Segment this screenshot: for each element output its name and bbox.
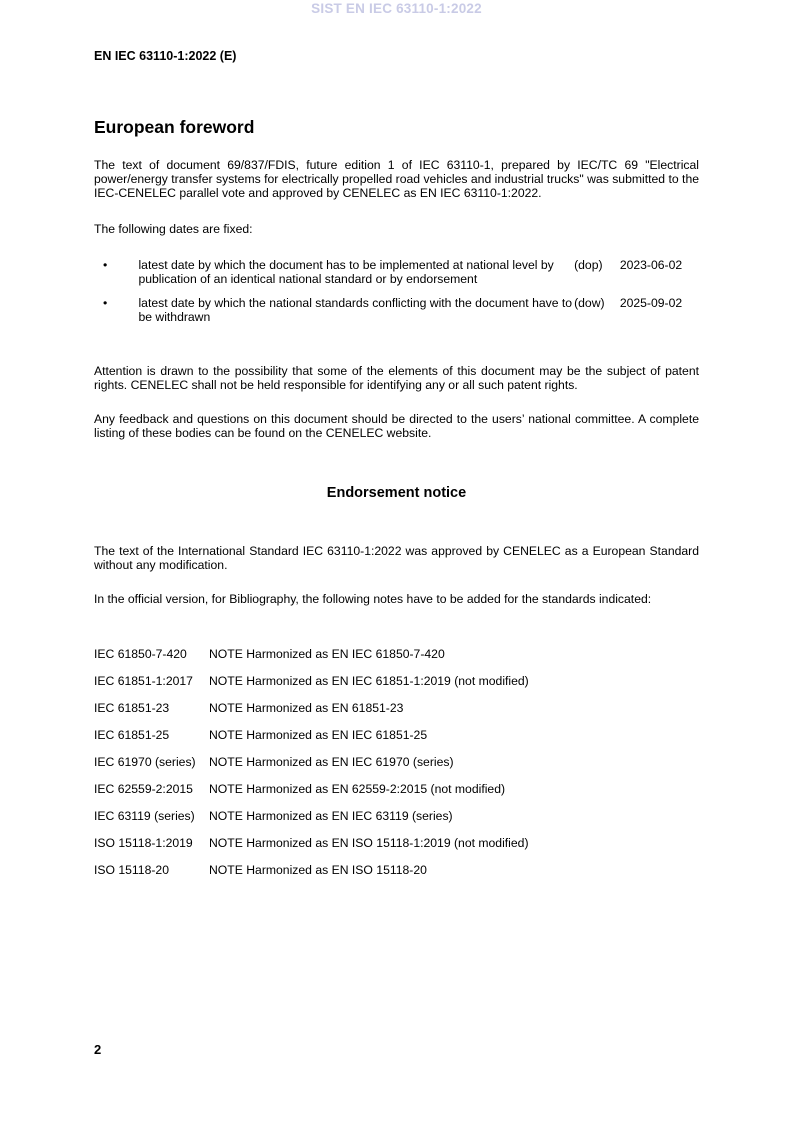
note-row: [94, 809, 699, 836]
note-row: [94, 836, 699, 863]
date-description: latest date by which the national standards conflicting with the document have to be withdrawn: [138, 296, 573, 324]
note-text: NOTE Harmonized as EN 61851-23: [209, 701, 404, 715]
date-value: 2023-06-02: [619, 258, 683, 272]
note-row: [94, 647, 699, 674]
note-standard: ISO 15118-1:2019: [94, 836, 193, 850]
note-row: [94, 755, 699, 782]
note-standard: IEC 61851-23: [94, 701, 170, 715]
note-standard: ISO 15118-20: [94, 863, 169, 877]
page-number: 2: [94, 1042, 102, 1057]
date-code: (dop): [574, 258, 603, 272]
note-text: NOTE Harmonized as EN ISO 15118-1:2019 (not modified): [209, 836, 529, 850]
note-text: NOTE Harmonized as EN IEC 63119 (series): [209, 809, 453, 823]
endorsement-heading: Endorsement notice: [326, 485, 467, 501]
note-row: [94, 863, 699, 890]
watermark: SIST EN IEC 63110-1:2022: [311, 1, 482, 16]
bibliography-notes: [94, 647, 699, 890]
foreword-paragraph-1: The text of document 69/837/FDIS, future edition 1 of IEC 63110-1, prepared by IEC/TC 69 "Electrical power/energy transfer systems for electrically propelled road vehicles and industrial trucks" was submitted to the IEC-CENELEC parallel vote and approved by CENELEC as EN IEC 63110-1:2022.: [94, 158, 699, 200]
note-standard: IEC 61851-1:2017: [94, 674, 193, 688]
note-text: NOTE Harmonized as EN ISO 15118-20: [209, 863, 427, 877]
endorsement-paragraph-1: The text of the International Standard IEC 63110-1:2022 was approved by CENELEC as a European Standard without any modification.: [94, 544, 699, 572]
note-text: NOTE Harmonized as EN 62559-2:2015 (not modified): [209, 782, 506, 796]
note-text: NOTE Harmonized as EN IEC 61970 (series): [209, 755, 454, 769]
note-standard: IEC 61850-7-420: [94, 647, 187, 661]
note-standard: IEC 63119 (series): [94, 809, 195, 823]
note-row: [94, 782, 699, 809]
note-row: [94, 701, 699, 728]
foreword-paragraph-3: Attention is drawn to the possibility that some of the elements of this document may be the subject of patent rights. CENELEC shall not be held responsible for identifying any or all such patent rights.: [94, 364, 699, 392]
note-text: NOTE Harmonized as EN IEC 61850-7-420: [209, 647, 445, 661]
note-standard: IEC 61970 (series): [94, 755, 196, 769]
dates-row-dop: [94, 258, 699, 286]
note-text: NOTE Harmonized as EN IEC 61851-1:2019 (not modified): [209, 674, 529, 688]
document-reference: EN IEC 63110-1:2022 (E): [94, 49, 237, 63]
endorsement-paragraph-2: In the official version, for Bibliography, the following notes have to be added for the standards indicated:: [94, 592, 652, 606]
foreword-heading: European foreword: [94, 117, 255, 137]
date-value: 2025-09-02: [619, 296, 683, 310]
date-description: latest date by which the document has to be implemented at national level by publication of an identical national standard or by endorsement: [138, 258, 554, 286]
date-code: (dow): [574, 296, 605, 310]
bullet: •: [103, 296, 108, 310]
foreword-paragraph-2: The following dates are fixed:: [94, 222, 253, 236]
note-row: [94, 674, 699, 701]
note-standard: IEC 62559-2:2015: [94, 782, 193, 796]
note-standard: IEC 61851-25: [94, 728, 170, 742]
dates-table: [94, 258, 699, 324]
dates-row-dow: [94, 286, 699, 324]
note-row: [94, 728, 699, 755]
bullet: •: [103, 258, 108, 272]
foreword-paragraph-4: Any feedback and questions on this document should be directed to the users’ national committee. A complete listing of these bodies can be found on the CENELEC website.: [94, 412, 699, 440]
note-text: NOTE Harmonized as EN IEC 61851-25: [209, 728, 428, 742]
